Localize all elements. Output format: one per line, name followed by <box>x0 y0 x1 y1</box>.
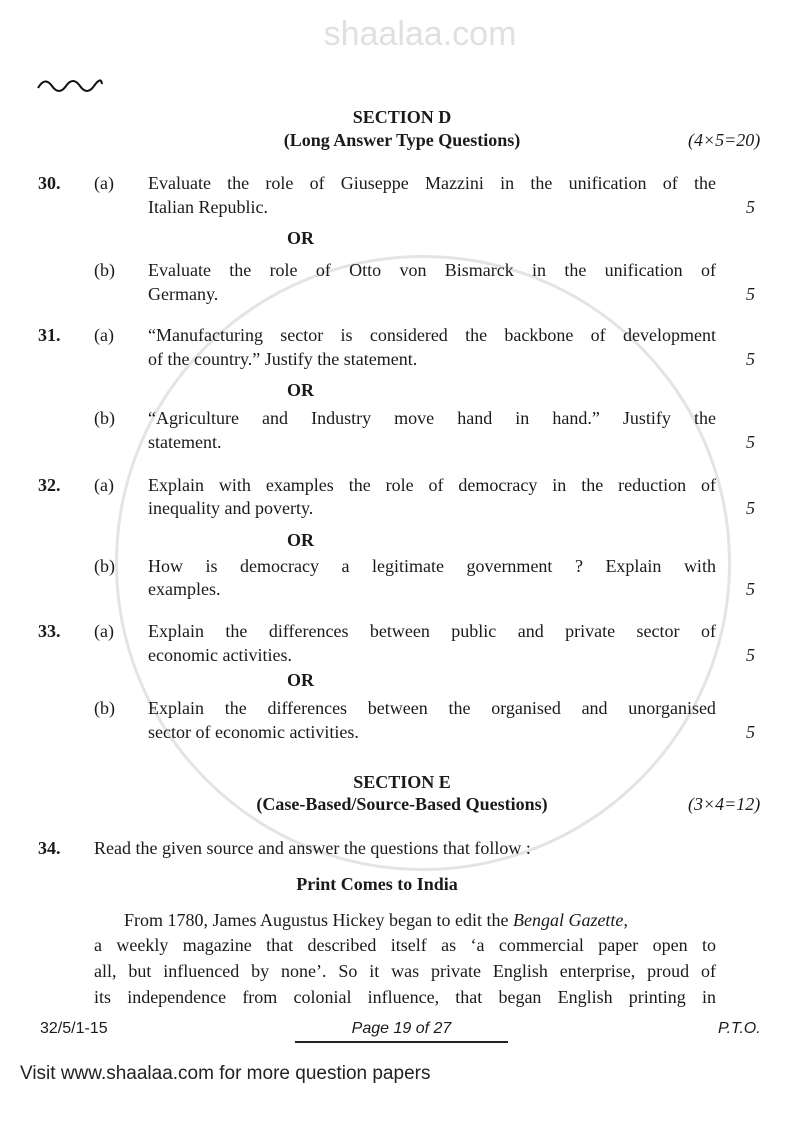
section-e-title: SECTION E <box>353 772 451 792</box>
question-text-line <box>148 555 716 577</box>
word: role <box>269 260 298 280</box>
question-text-line: of the country.” Justify the statement. <box>148 349 418 369</box>
marks-label: 5 <box>746 645 755 665</box>
question-text: Read the given source and answer the questions that follow : <box>94 838 531 858</box>
option-label: (b) <box>94 260 115 280</box>
word: considered <box>369 325 448 345</box>
word: private <box>431 961 481 981</box>
word: role <box>265 173 294 193</box>
word: and <box>517 621 544 641</box>
marks-label: 5 <box>746 349 755 369</box>
word: the <box>564 260 587 280</box>
or-separator: OR <box>287 380 314 400</box>
source-line <box>94 960 716 982</box>
word: but <box>128 961 152 981</box>
word: enterprise, <box>559 961 636 981</box>
word: the <box>229 260 252 280</box>
word: move <box>394 408 435 428</box>
word: the <box>693 173 716 193</box>
option-label: (b) <box>94 556 115 576</box>
question-number: 34. <box>38 838 61 858</box>
option-label: (b) <box>94 408 115 428</box>
question-number: 30. <box>38 173 61 193</box>
word: proud <box>647 961 690 981</box>
word: government <box>466 556 553 576</box>
word: Explain <box>605 556 662 576</box>
word: Bismarck <box>444 260 514 280</box>
word: sector <box>280 325 324 345</box>
section-e-subtitle: (Case-Based/Source-Based Questions) <box>256 794 548 814</box>
word: legitimate <box>371 556 444 576</box>
option-label: (a) <box>94 173 114 193</box>
question-text-line: economic activities. <box>148 645 292 665</box>
word: unification <box>568 173 647 193</box>
word: “Manufacturing <box>148 325 263 345</box>
word: was <box>391 961 420 981</box>
word: of <box>701 475 716 495</box>
word: examples <box>265 475 334 495</box>
question-text-line: examples. <box>148 579 221 599</box>
word: colonial <box>293 987 352 1007</box>
word: differences <box>267 698 348 718</box>
word: that <box>455 987 483 1007</box>
question-text-line: Germany. <box>148 284 219 304</box>
word: Justify <box>622 408 671 428</box>
question-number: 32. <box>38 475 61 495</box>
word: the <box>581 475 604 495</box>
pto-label: P.T.O. <box>718 1020 761 1037</box>
word: of <box>700 260 716 280</box>
word: it <box>369 961 380 981</box>
word: none’. <box>280 961 327 981</box>
question-text-line <box>148 620 716 642</box>
marks-label: 5 <box>746 284 755 304</box>
word: Industry <box>311 408 372 428</box>
wave-mark-icon <box>36 76 104 92</box>
word: the <box>348 475 371 495</box>
word: is <box>205 556 218 576</box>
word: unorganised <box>628 698 716 718</box>
word: in <box>532 260 547 280</box>
word: and <box>262 408 289 428</box>
word: the <box>227 173 250 193</box>
word: Evaluate <box>148 260 211 280</box>
word: Giuseppe <box>340 173 409 193</box>
or-separator: OR <box>287 228 314 248</box>
word: independence <box>127 987 227 1007</box>
word: English <box>557 987 613 1007</box>
word: with <box>683 556 716 576</box>
word: ‘a <box>470 935 485 955</box>
word: hand.” <box>552 408 600 428</box>
word: role <box>385 475 414 495</box>
word: the <box>530 173 553 193</box>
question-number: 33. <box>38 621 61 641</box>
word: with <box>218 475 251 495</box>
word: by <box>251 961 270 981</box>
word: and <box>581 698 608 718</box>
word: “Agriculture <box>148 408 239 428</box>
section-d-title: SECTION D <box>352 107 452 127</box>
word: in <box>515 408 530 428</box>
word: democracy <box>458 475 538 495</box>
marks-label: 5 <box>746 722 755 742</box>
word: to <box>701 935 716 955</box>
marks-label: 5 <box>746 498 755 518</box>
word: between <box>369 621 430 641</box>
word: Explain <box>148 698 204 718</box>
word: that <box>266 935 294 955</box>
word: commercial <box>498 935 584 955</box>
question-text-line: inequality and poverty. <box>148 498 314 518</box>
question-text-line <box>148 407 716 429</box>
word: itself <box>390 935 427 955</box>
watermark-text: shaalaa.com <box>323 15 517 53</box>
word: weekly <box>116 935 169 955</box>
word: sector <box>636 621 680 641</box>
option-label: (a) <box>94 475 114 495</box>
source-text: From 1780, James Augustus Hickey began to edit the <box>124 910 513 930</box>
word: Otto <box>349 260 382 280</box>
word: open <box>652 935 688 955</box>
question-text-line <box>148 697 716 719</box>
word: of <box>315 260 331 280</box>
word: of <box>700 961 716 981</box>
source-line <box>124 909 628 931</box>
word: How <box>148 556 183 576</box>
or-separator: OR <box>287 670 314 690</box>
word: as <box>441 935 457 955</box>
section-e-marks: (3×4=12) <box>688 794 761 814</box>
word: of <box>662 173 678 193</box>
word: von <box>399 260 427 280</box>
word: development <box>622 325 716 345</box>
word: its <box>94 987 112 1007</box>
word: hand <box>457 408 493 428</box>
word: Explain <box>148 475 204 495</box>
word: the <box>224 698 247 718</box>
marks-label: 5 <box>746 197 755 217</box>
word: a <box>94 935 102 955</box>
word: influenced <box>163 961 240 981</box>
word: the <box>448 698 471 718</box>
marks-label: 5 <box>746 432 755 452</box>
marks-label: 5 <box>746 579 755 599</box>
word: the <box>693 408 716 428</box>
word: described <box>307 935 377 955</box>
question-text-line <box>148 259 716 281</box>
word: of <box>428 475 444 495</box>
question-text-line: sector of economic activities. <box>148 722 359 742</box>
word: began <box>498 987 542 1007</box>
word: influence, <box>367 987 440 1007</box>
source-heading: Print Comes to India <box>296 874 458 894</box>
word: of <box>590 325 606 345</box>
paper-code: 32/5/1-15 <box>40 1020 108 1037</box>
or-separator: OR <box>287 530 314 550</box>
option-label: (a) <box>94 621 114 641</box>
word: unification <box>604 260 683 280</box>
word: in <box>500 173 515 193</box>
word: English <box>492 961 548 981</box>
question-text-line <box>148 324 716 346</box>
word: private <box>565 621 616 641</box>
question-text-line <box>148 172 716 194</box>
word: magazine <box>182 935 252 955</box>
word: between <box>367 698 428 718</box>
source-text: , <box>623 910 628 930</box>
source-line <box>94 934 716 956</box>
section-d-subtitle: (Long Answer Type Questions) <box>283 130 521 150</box>
page-number: Page 19 of 27 <box>295 1020 508 1043</box>
question-text-line: Italian Republic. <box>148 197 268 217</box>
word: Explain <box>148 621 204 641</box>
word: all, <box>94 961 117 981</box>
word: of <box>309 173 325 193</box>
word: reduction <box>618 475 687 495</box>
visit-link[interactable]: Visit www.shaalaa.com for more question papers <box>20 1063 431 1084</box>
word: ? <box>574 556 583 576</box>
word: public <box>451 621 497 641</box>
source-title-italic: Bengal Gazette <box>512 910 624 930</box>
word: in <box>701 987 716 1007</box>
word: differences <box>268 621 349 641</box>
word: the <box>225 621 248 641</box>
word: Evaluate <box>148 173 211 193</box>
word: a <box>341 556 350 576</box>
word: organised <box>491 698 561 718</box>
word: from <box>242 987 278 1007</box>
question-text-line <box>148 474 716 496</box>
word: of <box>700 621 716 641</box>
option-label: (a) <box>94 325 114 345</box>
section-d-marks: (4×5=20) <box>688 130 761 150</box>
source-line <box>94 986 716 1008</box>
question-text-line: statement. <box>148 432 222 452</box>
word: backbone <box>504 325 574 345</box>
word: democracy <box>240 556 319 576</box>
word: Mazzini <box>424 173 484 193</box>
word: the <box>465 325 488 345</box>
word: So <box>338 961 358 981</box>
option-label: (b) <box>94 698 115 718</box>
question-number: 31. <box>38 325 61 345</box>
word: printing <box>628 987 686 1007</box>
word: paper <box>598 935 639 955</box>
word: in <box>552 475 567 495</box>
word: is <box>340 325 353 345</box>
